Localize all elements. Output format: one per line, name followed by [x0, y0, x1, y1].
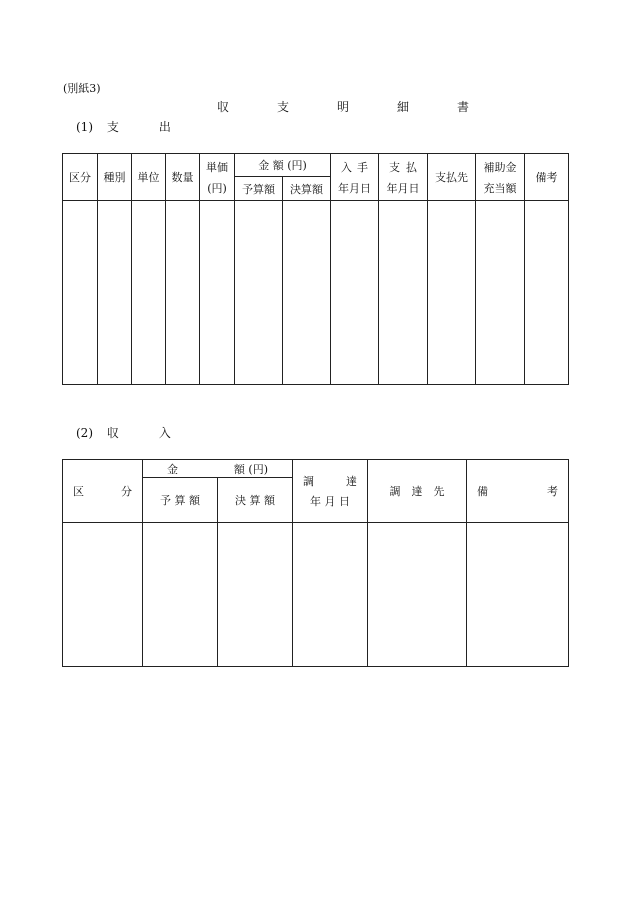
header-acquisition-date: 入 手 年月日: [331, 154, 379, 201]
header-subsidy: [476, 154, 525, 201]
cell-settlement[interactable]: [218, 523, 293, 667]
cell-remarks[interactable]: [467, 523, 569, 667]
header-remarks: 備考: [525, 154, 569, 201]
header-row: [63, 154, 569, 177]
unit-price-label: 単価: [206, 160, 228, 174]
header-payee: 支払先: [428, 154, 476, 201]
section-income-heading: [76, 424, 185, 441]
subsidy-allocated-label: 充当額: [483, 181, 517, 195]
header-settlement: 決 算 額: [218, 478, 293, 523]
cell-budget[interactable]: [235, 201, 283, 385]
table-row: [63, 523, 569, 667]
cell-settlement[interactable]: [283, 201, 331, 385]
cell-subsidy[interactable]: [476, 201, 525, 385]
section-expenditure-heading: [76, 118, 185, 135]
table-row: [63, 201, 569, 385]
header-amount-group: 金 額 (円): [143, 460, 293, 478]
income-table: [62, 459, 569, 667]
header-type: 種別: [98, 154, 132, 201]
cell-source[interactable]: [368, 523, 467, 667]
cell-acquisition-date[interactable]: [331, 201, 379, 385]
cell-quantity[interactable]: [166, 201, 200, 385]
cell-category[interactable]: [63, 523, 143, 667]
header-category: 区分: [63, 154, 98, 201]
section-title: 支 出: [106, 120, 185, 134]
header-payment-date: 支 払 年月日: [379, 154, 428, 201]
document-title: 収 支 明 細 書: [217, 100, 488, 114]
section-number: (1): [76, 120, 93, 134]
header-unit-price: [200, 154, 235, 201]
cell-type[interactable]: [98, 201, 132, 385]
header-budget: 予 算 額: [143, 478, 218, 523]
header-unit: 単位: [132, 154, 166, 201]
payment-date-label: 年月日: [386, 181, 420, 195]
acquisition-date-label: 年月日: [338, 181, 372, 195]
header-procurement-date: 調 達 年 月 日: [293, 460, 368, 523]
cell-budget[interactable]: [143, 523, 218, 667]
header-budget: 予算額: [235, 177, 283, 201]
header-settlement: 決算額: [283, 177, 331, 201]
header-amount-group: 金 額 (円): [235, 154, 331, 177]
header-remarks: 備 考: [467, 460, 569, 523]
expenditure-table: [62, 153, 569, 385]
procurement-date-label: 年 月 日: [310, 495, 350, 508]
cell-payment-date[interactable]: [379, 201, 428, 385]
attachment-label: (別紙3): [63, 82, 101, 95]
cell-category[interactable]: [63, 201, 98, 385]
section-number: (2): [76, 426, 93, 440]
cell-unit-price[interactable]: [200, 201, 235, 385]
cell-remarks[interactable]: [525, 201, 569, 385]
cell-payee[interactable]: [428, 201, 476, 385]
cell-unit[interactable]: [132, 201, 166, 385]
section-title: 収 入: [106, 426, 185, 440]
cell-procurement-date[interactable]: [293, 523, 368, 667]
subsidy-label: 補助金: [483, 160, 517, 174]
header-category: 区 分: [63, 460, 143, 523]
header-source: 調 達 先: [368, 460, 467, 523]
header-quantity: 数量: [166, 154, 200, 201]
unit-price-unit: (円): [207, 181, 227, 195]
header-row: [63, 460, 569, 478]
